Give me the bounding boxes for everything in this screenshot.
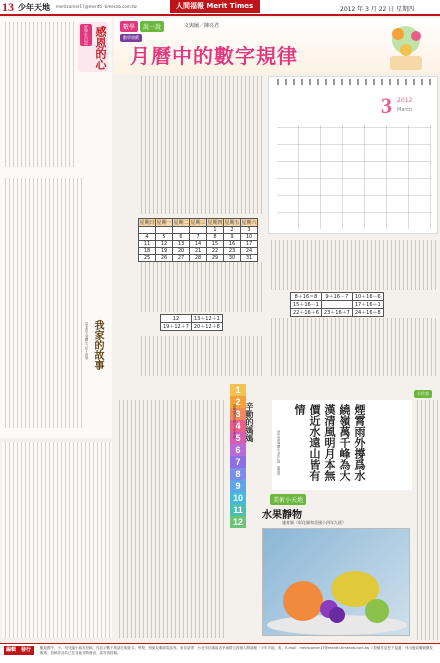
calendar-row <box>139 234 258 241</box>
feature-title: 月曆中的數字規律 <box>130 44 298 68</box>
calendar-day-cell: 19 <box>156 248 173 255</box>
sums-row <box>161 323 223 331</box>
number-strip-cell: 11 <box>230 504 246 516</box>
sums-cell: 24＋16＋8 <box>352 309 383 317</box>
wall-calendar <box>268 76 438 234</box>
sums-cell: 17＋16＋1 <box>352 301 383 309</box>
calligraphy-panel <box>272 400 412 490</box>
calendar-header-cell: 星期五 <box>224 220 240 226</box>
story-body <box>2 178 82 428</box>
feature-tag-talk: 說一說 <box>140 21 164 32</box>
number-strip-cell: 6 <box>230 444 246 456</box>
calendar-day-cell: 24 <box>241 248 258 255</box>
calligraphy-text: 煙霄雨外撐爲水繞嶺萬千峰為大漢清風明月本無價近水遠山皆有情 <box>293 404 366 481</box>
art-meta: 施育穎（彰化縣和美國小四年九班） <box>282 520 346 525</box>
number-strip-cell: 1 <box>230 384 246 396</box>
number-strip-cell: 2 <box>230 396 246 408</box>
number-strip-cell: 8 <box>230 468 246 480</box>
number-strip-cell: 4 <box>230 420 246 432</box>
story-meta: （台北市大安國小六年十四班） <box>84 320 89 362</box>
number-strip-cell: 7 <box>230 456 246 468</box>
calendar-day-cell: 15 <box>207 241 224 248</box>
fruit-painting-image <box>263 529 411 637</box>
left-column <box>0 18 112 438</box>
issue-date: 2012 年 3 月 22 日 星期四 <box>340 6 415 13</box>
calendar-header-cell: 星期四 <box>207 220 223 226</box>
calendar-day-cell: 8 <box>207 234 224 241</box>
calendar-day-cell: 28 <box>190 255 207 262</box>
sums-row <box>291 293 384 301</box>
calendar-rings <box>277 79 431 85</box>
calendar-day-cell: 4 <box>139 234 156 241</box>
feature-banner <box>114 18 440 74</box>
sums-row <box>161 315 223 323</box>
bottom-text-a <box>2 442 112 638</box>
calendar-day-cell: 30 <box>224 255 241 262</box>
footer-text: 歡迎國中、小、幼兒園小朋友投稿，作品字數不拘請註明姓名、學校、班級及聯絡電話等。來信請寄：台北市信義區忠孝東路五段號人間福報「少年天地」收，E-mail：meritcorner17@meritti-timesnb.com.tw ☆投稿作品恕不退還，刊出後致贈稿費及報紙；投稿作品若已在其他刊物發表，請勿再投稿。 <box>40 646 433 655</box>
page-footer <box>0 643 440 663</box>
calendar-day-cell <box>173 227 190 234</box>
calendar-header-row <box>139 219 258 227</box>
number-strip-cell: 12 <box>230 516 246 528</box>
calendar-day-cell: 22 <box>207 248 224 255</box>
flower-icon <box>376 20 436 72</box>
page-number: 13 <box>2 0 14 14</box>
section-title: 少年天地 <box>18 3 50 12</box>
sums-cell: 10＋16－6 <box>352 293 383 301</box>
calendar-label: March <box>397 107 413 113</box>
sums-cell: 22＋16＋6 <box>291 309 322 317</box>
calendar-row <box>139 248 258 255</box>
calendar-month: 3 <box>381 93 392 118</box>
calendar-day-cell <box>139 227 156 234</box>
calendar-day-cell: 6 <box>173 234 190 241</box>
calendar-day-cell: 9 <box>224 234 241 241</box>
poem-tag: 好學生日記 <box>80 24 92 46</box>
number-strip-cell: 9 <box>230 480 246 492</box>
mom-meta: （苗栗縣南庄國小三年甲班） <box>232 402 237 441</box>
mom-title: 辛勤的媽媽 <box>245 402 254 442</box>
calendar-day-cell: 20 <box>173 248 190 255</box>
art-tag: 美術小天地 <box>270 494 306 505</box>
feature-tag-math: 數學 <box>120 21 138 32</box>
calendar-day-cell: 10 <box>241 234 258 241</box>
calendar-day-cell: 16 <box>224 241 241 248</box>
number-strip-cell: 3 <box>230 408 246 420</box>
newspaper-logo: 人間福報 Merit Times <box>170 0 260 13</box>
feature-byline: 文與圖／陳亮君 <box>184 23 220 29</box>
calendar-day-cell <box>156 227 173 234</box>
story-heading <box>84 318 110 398</box>
sums-cell: 19＋12＋7 <box>161 323 192 331</box>
calendar-day-cell: 7 <box>190 234 207 241</box>
calendar-day-cell: 23 <box>224 248 241 255</box>
calendar-grid <box>277 125 431 229</box>
bottom-text-b <box>116 400 226 638</box>
calendar-day-cell: 13 <box>173 241 190 248</box>
calendar-year: 2012 <box>397 97 413 104</box>
calendar-day-cell: 29 <box>207 255 224 262</box>
calendar-day-cell: 5 <box>156 234 173 241</box>
calendar-header-cell: 星期六 <box>241 220 257 226</box>
sums-cell <box>321 301 352 309</box>
sums-cell: 23＋16＋7 <box>321 309 352 317</box>
sums-cell: 8＋16＝8 <box>291 293 322 301</box>
calendar-day-cell: 27 <box>173 255 190 262</box>
feature-body-4 <box>268 240 438 290</box>
calendar-day-cell: 18 <box>139 248 156 255</box>
art-title: 水果靜物 <box>262 510 302 521</box>
calendar-day-cell: 11 <box>139 241 156 248</box>
calendar-day-cell <box>190 227 207 234</box>
poem-body <box>2 22 76 167</box>
calligraphy-byline: 台中市育英國小五年仁班 詹思淇 <box>276 430 281 475</box>
flower-decoration <box>376 20 436 72</box>
calendar-day-cell: 31 <box>241 255 258 262</box>
calendar-header-cell: 星期日 <box>139 220 155 226</box>
right-side-column <box>414 400 438 640</box>
mom-article <box>228 400 268 490</box>
feature-body-5 <box>268 318 438 376</box>
sums-row <box>291 309 384 317</box>
feature-body-1 <box>138 76 264 214</box>
calendar-day-cell: 21 <box>190 248 207 255</box>
calendar-header-cell: 星期二 <box>173 220 189 226</box>
sums-cell: 13＋12＋1 <box>191 315 222 323</box>
calendar-day-cell: 26 <box>156 255 173 262</box>
poem-heading <box>78 22 108 72</box>
calendar-day-cell: 2 <box>224 227 241 234</box>
calendar-row <box>139 241 258 248</box>
calendar-day-cell: 1 <box>207 227 224 234</box>
feature-body-3 <box>138 336 264 376</box>
sums-table-a <box>160 314 223 331</box>
calendar-row <box>139 255 258 262</box>
number-strip-cell: 5 <box>230 432 246 444</box>
poem-title: 感恩的心 <box>94 26 107 70</box>
news-tag: 小作家 <box>414 390 432 398</box>
sums-row <box>291 301 384 309</box>
sums-cell: 15＋16－1 <box>291 301 322 309</box>
feature-side-tag: 數學遊戲 <box>120 34 142 42</box>
calendar-day-cell: 25 <box>139 255 156 262</box>
sums-cell: 9＋16－7 <box>321 293 352 301</box>
section-email: meritcorner17@meritti -timesnb.com.tw <box>56 4 137 9</box>
sums-cell: 20＋12＋8 <box>191 323 222 331</box>
calendar-header-cell: 星期一 <box>156 220 172 226</box>
calendar-day-cell: 3 <box>241 227 258 234</box>
calendar-header-cell: 星期三 <box>190 220 206 226</box>
feature-body-2 <box>138 262 264 312</box>
page-header <box>0 0 440 16</box>
sums-table-b <box>290 292 384 317</box>
calendar-day-cell: 14 <box>190 241 207 248</box>
number-strip-cell: 10 <box>230 492 246 504</box>
footer-label: 編輯 發行 <box>4 646 34 655</box>
calendar-day-cell: 17 <box>241 241 258 248</box>
fruit-painting <box>262 528 410 636</box>
sums-cell: 12 <box>161 315 192 323</box>
feature-calendar-table <box>138 218 258 262</box>
calendar-day-cell: 12 <box>156 241 173 248</box>
calendar-row <box>139 227 258 234</box>
story-title: 我家的故事 <box>92 320 103 370</box>
